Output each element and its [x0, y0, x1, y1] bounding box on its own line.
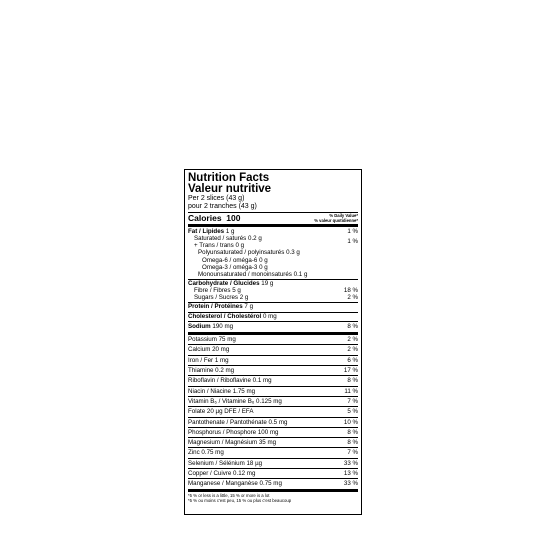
daily-value-header-fr: % valeur quotidienne* [314, 217, 358, 223]
saturated-trans-pct: 1 % [347, 238, 358, 246]
vitamin-pct: 10 % [343, 418, 358, 426]
vitamin-label: Magnesium / Magnésium 35 mg [188, 439, 277, 447]
omega3-row [188, 264, 358, 271]
protein-amount: 7 g [244, 303, 254, 311]
poly-amount: 0.3 g [286, 249, 300, 257]
vitamin-pct: 11 % [344, 387, 358, 395]
carb-label: Carbohydrate / Glucides [188, 279, 260, 287]
vitamin-row [188, 365, 358, 375]
calories-label: Calories [188, 213, 222, 224]
sodium-amount: 190 mg [212, 323, 234, 331]
vitamin-pct: 7 % [347, 449, 358, 457]
vitamin-pct: 33 % [343, 459, 358, 467]
protein-row [188, 303, 358, 312]
fat-row [188, 228, 358, 235]
sodium-row [188, 322, 358, 332]
vitamin-pct: 17 % [343, 367, 358, 375]
daily-value-header-en: % Daily Value* [329, 213, 358, 218]
vitamin-row [188, 458, 358, 468]
sodium-label: Sodium [188, 323, 211, 331]
omega3-label: Omega-3 / oméga-3 [202, 263, 258, 271]
vitamin-row [188, 468, 358, 478]
title-fr: Valeur nutritive [188, 183, 272, 195]
cholesterol-amount: 0 mg [262, 312, 277, 320]
vitamin-pct: 2 % [347, 336, 358, 344]
omega6-label: Omega-6 / oméga-6 [202, 256, 258, 264]
saturated-label: Saturated / saturés [194, 235, 247, 243]
vitamin-label: Copper / Cuivre 0.12 mg [188, 469, 256, 477]
omega6-row [188, 257, 358, 264]
vitamin-pct: 5 % [347, 408, 358, 416]
vitamin-pct: 6 % [347, 356, 358, 364]
vitamin-pct: 8 % [347, 377, 358, 385]
vitamin-label: Calcium 20 mg [188, 346, 230, 354]
vitamin-label: Folate 20 µg DFE / EFA [188, 408, 254, 416]
vitamin-row [188, 335, 358, 344]
poly-label: Polyunsaturated / polyinsaturés [198, 249, 285, 257]
fibre-row [188, 287, 358, 294]
footnote-en: *5 % or less is a little, 15 % or more is a lot [188, 492, 270, 498]
vitamin-pct: 8 % [347, 439, 358, 447]
serving-size-en: Per 2 slices (43 g) [188, 195, 245, 202]
fibre-label: Fibre / Fibres [194, 286, 231, 294]
vitamin-row [188, 437, 358, 447]
vitamin-label: Vitamin B₆ / Vitamine B₆ 0.125 mg [188, 397, 282, 405]
mono-row [188, 271, 358, 278]
sugars-amount: 2 g [239, 294, 249, 302]
fibre-pct: 18 % [343, 286, 358, 294]
carb-row [188, 280, 358, 287]
vitamin-label: Selenium / Sélénium 18 µg [188, 459, 263, 467]
vitamin-row [188, 447, 358, 457]
vitamin-pct: 7 % [347, 397, 358, 405]
calories-row [188, 213, 358, 223]
saturated-amount: 0.2 g [248, 235, 262, 243]
vitamin-label: Phosphorus / Phosphore 100 mg [188, 428, 279, 436]
fat-amount: 1 g [225, 228, 235, 236]
sugars-row [188, 294, 358, 301]
vitamin-row [188, 406, 358, 416]
protein-label: Protein / Protéines [188, 303, 243, 311]
sodium-pct: 8 % [347, 323, 358, 331]
sugars-label: Sugars / Sucres [194, 294, 239, 302]
divider-thick [188, 224, 358, 227]
nutrition-facts-panel [184, 169, 362, 515]
vitamin-row [188, 355, 358, 365]
vitamin-row [188, 478, 358, 488]
calories [188, 214, 240, 223]
vitamin-label: Riboflavin / Riboflavine 0.1 mg [188, 377, 272, 385]
sugars-pct: 2 % [347, 294, 358, 302]
trans-label: + Trans / trans [194, 242, 234, 250]
mono-label: Monounsaturated / monoinsaturés [198, 270, 292, 278]
vitamin-row [188, 427, 358, 437]
serving-size-fr: pour 2 tranches (43 g) [188, 203, 257, 210]
trans-amount: 0 g [235, 242, 245, 250]
calories-value: 100 [226, 213, 241, 224]
vitamin-row [188, 386, 358, 396]
mono-amount: 0.1 g [293, 270, 308, 278]
daily-value-header [314, 214, 358, 223]
vitamin-label: Thiamine 0.2 mg [188, 367, 235, 375]
cholesterol-label: Cholesterol / Cholestérol [188, 312, 262, 320]
vitamin-pct: 33 % [343, 480, 358, 488]
footnote [188, 492, 358, 503]
vitamins-minerals-list [188, 335, 358, 488]
vitamin-row [188, 344, 358, 354]
omega6-amount: 0 g [259, 256, 268, 264]
fat-pct: 1 % [347, 228, 358, 236]
omega3-amount: 0 g [259, 263, 268, 271]
cholesterol-row [188, 313, 358, 322]
vitamin-label: Manganese / Manganèse 0.75 mg [188, 480, 282, 488]
footnote-fr: *5 % ou moins c'est peu, 15 % ou plus c'est beaucoup [188, 497, 292, 503]
title-en: Nutrition Facts [188, 172, 270, 184]
vitamin-pct: 2 % [347, 346, 358, 354]
vitamin-label: Pantothenate / Pantothénate 0.5 mg [188, 418, 288, 426]
carb-amount: 19 g [261, 279, 274, 287]
saturated-row [188, 235, 358, 249]
fibre-amount: 5 g [232, 286, 241, 294]
vitamin-row [188, 396, 358, 406]
vitamin-pct: 8 % [347, 428, 358, 436]
poly-row [188, 249, 358, 256]
fat-label: Fat / Lipides [188, 228, 225, 236]
vitamin-row [188, 375, 358, 385]
vitamin-label: Zinc 0.75 mg [188, 449, 224, 457]
vitamin-label: Potassium 75 mg [188, 336, 236, 344]
vitamin-pct: 13 % [343, 469, 358, 477]
vitamin-label: Niacin / Niacine 1.75 mg [188, 387, 256, 395]
vitamin-row [188, 417, 358, 427]
vitamin-label: Iron / Fer 1 mg [188, 356, 229, 364]
